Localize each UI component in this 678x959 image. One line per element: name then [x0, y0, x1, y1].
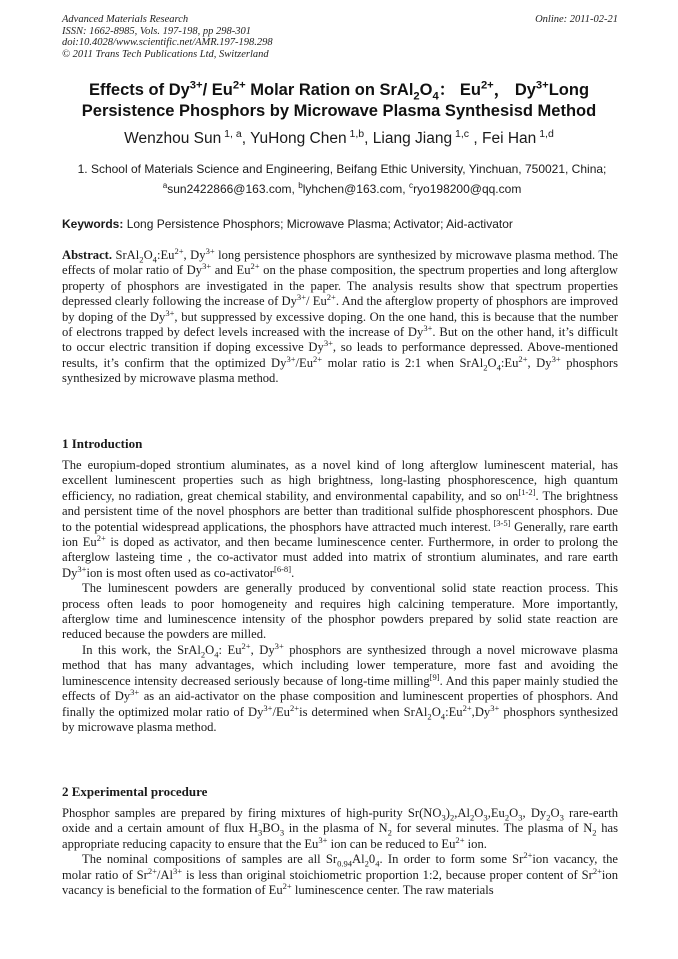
affiliation [62, 159, 622, 199]
journal-name: Advanced Materials Research [62, 14, 189, 25]
paragraph: The nominal compositions of samples are all $Sr_{0.94}Al_20_4$. In order to form some $Sr^{2+}ion$ vacancy, the molar ratio of $Sr^{2+}/Al^{3+}$ is less than original stoichiometric proportion 1:2, because proper content of $Sr^{2+}ion$ vacancy is beneficial to the formation of $Eu^{2+}$ luminescence center. The raw materials [62, 850, 618, 898]
abstract: Abstract. $SrAl_2O_4:Eu^{2+}$, $Dy^{3+}$ long persistence phosphors are synthesized by microwave plasma method. The effects of molar ratio of $Dy^{3+}$ and $Eu^{2+}$ on the phase composition, the spectrum properties and long afterglow property of phosphors are investigated in the paper. The analysis results show that spectrum properties depressed clearly following the increase of $Dy^{3+}/$ $Eu^{2+}$. And the afterglow property of phosphors are improved by doping of the $Dy^{3+}$, but suppressed by excessive doping. On the one hand, this is because that the number of electrons trapped by defect levels increased with the increase of $Dy^{3+}$. But on the other hand, it’s difficult to occur electric transition if doping excessive $Dy^{3+}$, so leads to performance depressed. Above-mentioned results, it’s confirm that the optimized $Dy^{3+}/Eu^{2+}$ molar ratio is 2:1 when $SrAl_2O_4:Eu^{2+}$, $Dy^{3+}$ phosphors synthesized by microwave plasma method. [62, 245, 619, 386]
paragraph: The luminescent powders are generally produced by conventional solid state reaction process. This process often leads to poor homogeneity and requires high calcining temperature. More importantly, afterglow time and luminescence intensity of the phosphor powders prepared by solid state reaction are reduced because the powders are milled. [62, 581, 618, 642]
keywords-label: Keywords: [62, 217, 124, 231]
section-2-body [62, 806, 618, 898]
title-line-2: Persistence Phosphors by Microwave Plasma Synthesisd Method [81, 102, 597, 120]
section-1-body [62, 458, 618, 735]
keywords-text: Long Persistence Phosphors; Microwave Plasma; Activator; Aid-activator [123, 217, 513, 231]
section-1-heading: 1 Introduction [62, 436, 143, 451]
copyright-line: © 2011 Trans Tech Publications Ltd, Switzerland [62, 48, 269, 60]
author-emails: $^a$sun2422866@163.com, $^b$lyhchen@163.com, $^c$ryo198200@qq.com [162, 181, 522, 196]
running-header [62, 14, 618, 60]
online-date: Online: 2011-02-21 [535, 14, 618, 25]
abstract-label: Abstract. [62, 248, 113, 262]
issn-line: ISSN: 1662-8985, Vols. 197-198, pp 298-301 [62, 25, 251, 37]
title-line-1: Effects of $Dy^{3+}/$ $Eu^{2+}$ Molar Ration on $SrAl_2O_4$： $Eu^{2+}$， $Dy^{3+}Long$ [88, 79, 590, 103]
doi-line: doi:10.4028/www.scientific.net/AMR.197-198.298 [62, 37, 273, 48]
paragraph: In this work, the $SrAl_2O_4$: $Eu^{2+}$, $Dy^{3+}$ phosphors are synthesized through a novel microwave plasma method that has many advantages, which including lower temperature, more fast and avoiding the luminescence intensity decreased seriously because of long-time milling[9]. And this paper mainly studied the effects of $Dy^{3+}$ as an aid-activator on the phase composition and luminescent properties of phosphors. And finally the optimized molar ratio of $Dy^{3+}/Eu^{2+}is$ determined when $SrAl_2O_4:Eu^{2+},Dy^{3+}$ phosphors synthesized by microwave plasma method. [62, 640, 619, 734]
keywords [62, 217, 618, 231]
paragraph: Phosphor samples are prepared by firing mixtures of high-purity $Sr(NO_3)_2,Al_2O_3,Eu_2O_3$, $Dy_2O_3$ rare-earth oxide and a certain amount of flux $H_3BO_3$ in the plasma of $N_2$ for several minutes. The plasma of $N_2$ has appropriate reducing capacity to ensure that the $Eu^{3+}$ ion can be reduced to $Eu^{2+}$ ion. [62, 806, 618, 851]
affiliation-address: 1. School of Materials Science and Engineering, Beifang Ethic University, Yinchuan, 750021, China; [77, 162, 607, 176]
paper-title [40, 80, 638, 122]
paragraph: The europium-doped strontium aluminates, as a novel kind of long afterglow luminescent material, has excellent luminescent properties such as high brightness, long-lasting phosphorescence, high quantum efficiency, no radiation, great chemical stability, and environmental capability, and so on[1-2]. The brightness and persistent time of the novel phosphors are better than traditional sulfide phosphorescent phosphors. Due to the potential widespread applications, the phosphors have attracted much interest. [3-5] Generally, rare earth ion $Eu^{2+}$ is doped as activator, and then became luminescence center. Furthermore, in order to prolong the afterglow lasteing time , the co-activator must added into matrix of strontium aluminates, and rare earth $Dy^{3+}ion$ is most often used as co-activator[6-8]. [62, 458, 618, 580]
section-2-heading: 2 Experimental procedure [62, 784, 208, 799]
author-list: Wenzhou Sun $^{1, a}$, YuHong Chen $^{1,b}$, Liang Jiang $^{1,c}$ , Fei Han $^{1,d}$ [124, 127, 554, 147]
